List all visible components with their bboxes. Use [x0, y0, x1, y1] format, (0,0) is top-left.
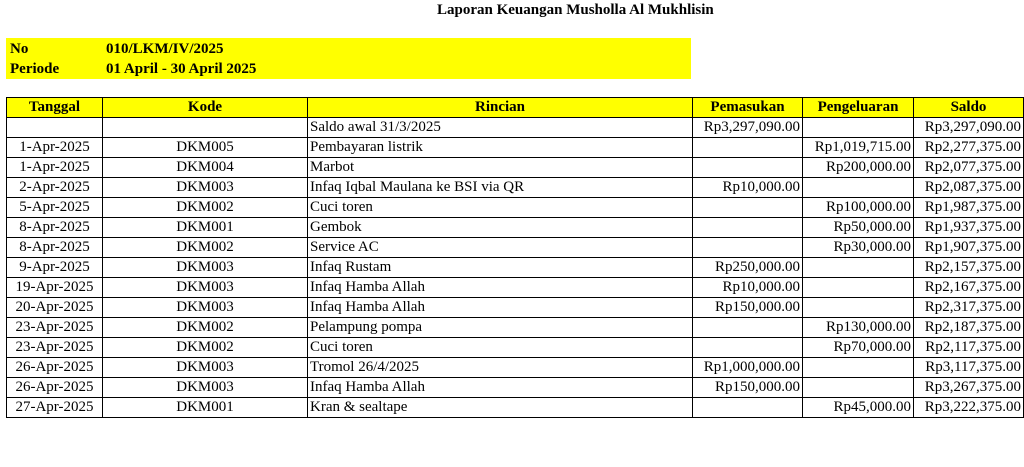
- cell-saldo[interactable]: Rp2,187,375.00: [914, 318, 1024, 338]
- table-row: [7, 378, 1024, 398]
- cell-pemasukan[interactable]: [693, 198, 803, 218]
- cell-saldo[interactable]: Rp1,937,375.00: [914, 218, 1024, 238]
- cell-pemasukan[interactable]: [693, 238, 803, 258]
- cell-rincian[interactable]: Service AC: [308, 238, 693, 258]
- cell-tanggal[interactable]: 5-Apr-2025: [7, 198, 103, 218]
- ledger-body: [7, 118, 1024, 418]
- cell-rincian[interactable]: Infaq Hamba Allah: [308, 298, 693, 318]
- cell-kode[interactable]: DKM001: [103, 398, 308, 418]
- cell-saldo[interactable]: Rp2,087,375.00: [914, 178, 1024, 198]
- cell-tanggal[interactable]: 8-Apr-2025: [7, 218, 103, 238]
- cell-rincian[interactable]: Kran & sealtape: [308, 398, 693, 418]
- cell-pengeluaran[interactable]: [803, 118, 914, 138]
- cell-rincian[interactable]: Saldo awal 31/3/2025: [308, 118, 693, 138]
- table-row: [7, 198, 1024, 218]
- table-row: [7, 358, 1024, 378]
- cell-saldo[interactable]: Rp1,907,375.00: [914, 238, 1024, 258]
- header-pemasukan[interactable]: Pemasukan: [693, 98, 803, 118]
- table-row: [7, 298, 1024, 318]
- cell-kode[interactable]: DKM003: [103, 378, 308, 398]
- table-row: [7, 398, 1024, 418]
- report-number-value: 010/LKM/IV/2025: [106, 41, 224, 57]
- ledger-header-row: [7, 98, 1024, 118]
- cell-pemasukan[interactable]: [693, 398, 803, 418]
- table-row: [7, 158, 1024, 178]
- cell-saldo[interactable]: Rp2,167,375.00: [914, 278, 1024, 298]
- table-row: [7, 318, 1024, 338]
- cell-pengeluaran[interactable]: [803, 178, 914, 198]
- header-kode[interactable]: Kode: [103, 98, 308, 118]
- cell-rincian[interactable]: Gembok: [308, 218, 693, 238]
- cell-pengeluaran[interactable]: Rp50,000.00: [803, 218, 914, 238]
- cell-rincian[interactable]: Infaq Iqbal Maulana ke BSI via QR: [308, 178, 693, 198]
- cell-pemasukan[interactable]: Rp250,000.00: [693, 258, 803, 278]
- cell-pengeluaran[interactable]: [803, 378, 914, 398]
- header-tanggal[interactable]: Tanggal: [7, 98, 103, 118]
- table-row: [7, 278, 1024, 298]
- cell-kode[interactable]: DKM005: [103, 138, 308, 158]
- cell-pengeluaran[interactable]: [803, 298, 914, 318]
- table-row: [7, 118, 1024, 138]
- cell-rincian[interactable]: Tromol 26/4/2025: [308, 358, 693, 378]
- cell-saldo[interactable]: Rp2,157,375.00: [914, 258, 1024, 278]
- cell-pengeluaran[interactable]: [803, 278, 914, 298]
- cell-pemasukan[interactable]: Rp10,000.00: [693, 278, 803, 298]
- report-title: Laporan Keuangan Musholla Al Mukhlisin: [437, 2, 714, 18]
- cell-saldo[interactable]: Rp3,117,375.00: [914, 358, 1024, 378]
- header-pengeluaran[interactable]: Pengeluaran: [803, 98, 914, 118]
- cell-tanggal[interactable]: 2-Apr-2025: [7, 178, 103, 198]
- cell-tanggal[interactable]: 1-Apr-2025: [7, 158, 103, 178]
- cell-rincian[interactable]: Marbot: [308, 158, 693, 178]
- cell-kode[interactable]: DKM002: [103, 318, 308, 338]
- cell-tanggal[interactable]: 1-Apr-2025: [7, 138, 103, 158]
- cell-kode[interactable]: DKM003: [103, 258, 308, 278]
- cell-tanggal[interactable]: 23-Apr-2025: [7, 338, 103, 358]
- cell-kode[interactable]: DKM001: [103, 218, 308, 238]
- header-saldo[interactable]: Saldo: [914, 98, 1024, 118]
- cell-pemasukan[interactable]: [693, 138, 803, 158]
- cell-saldo[interactable]: Rp1,987,375.00: [914, 198, 1024, 218]
- cell-tanggal[interactable]: 19-Apr-2025: [7, 278, 103, 298]
- cell-pemasukan[interactable]: Rp150,000.00: [693, 378, 803, 398]
- table-row: [7, 178, 1024, 198]
- cell-pemasukan[interactable]: [693, 218, 803, 238]
- cell-kode[interactable]: [103, 118, 308, 138]
- report-info-block: [6, 38, 691, 79]
- cell-saldo[interactable]: Rp3,297,090.00: [914, 118, 1024, 138]
- cell-rincian[interactable]: Infaq Hamba Allah: [308, 378, 693, 398]
- cell-pengeluaran[interactable]: Rp45,000.00: [803, 398, 914, 418]
- report-period-value: 01 April - 30 April 2025: [106, 61, 257, 77]
- cell-kode[interactable]: DKM002: [103, 238, 308, 258]
- cell-tanggal[interactable]: 8-Apr-2025: [7, 238, 103, 258]
- header-rincian[interactable]: Rincian: [308, 98, 693, 118]
- cell-pengeluaran[interactable]: Rp200,000.00: [803, 158, 914, 178]
- cell-tanggal[interactable]: 23-Apr-2025: [7, 318, 103, 338]
- cell-pemasukan[interactable]: [693, 318, 803, 338]
- cell-saldo[interactable]: Rp3,222,375.00: [914, 398, 1024, 418]
- table-row: [7, 238, 1024, 258]
- cell-kode[interactable]: DKM002: [103, 338, 308, 358]
- cell-pemasukan[interactable]: [693, 158, 803, 178]
- cell-saldo[interactable]: Rp2,117,375.00: [914, 338, 1024, 358]
- cell-pengeluaran[interactable]: [803, 358, 914, 378]
- cell-rincian[interactable]: Pembayaran listrik: [308, 138, 693, 158]
- cell-rincian[interactable]: Infaq Rustam: [308, 258, 693, 278]
- cell-saldo[interactable]: Rp3,267,375.00: [914, 378, 1024, 398]
- cell-rincian[interactable]: Cuci toren: [308, 338, 693, 358]
- table-row: [7, 138, 1024, 158]
- report-period-label: Periode: [10, 61, 60, 77]
- cell-kode[interactable]: DKM004: [103, 158, 308, 178]
- table-row: [7, 338, 1024, 358]
- cell-kode[interactable]: DKM002: [103, 198, 308, 218]
- cell-pengeluaran[interactable]: Rp130,000.00: [803, 318, 914, 338]
- cell-pemasukan[interactable]: Rp1,000,000.00: [693, 358, 803, 378]
- cell-rincian[interactable]: Infaq Hamba Allah: [308, 278, 693, 298]
- cell-tanggal[interactable]: [7, 118, 103, 138]
- cell-pemasukan[interactable]: Rp3,297,090.00: [693, 118, 803, 138]
- cell-tanggal[interactable]: 26-Apr-2025: [7, 378, 103, 398]
- cell-pengeluaran[interactable]: Rp70,000.00: [803, 338, 914, 358]
- cell-rincian[interactable]: Cuci toren: [308, 198, 693, 218]
- cell-pengeluaran[interactable]: Rp30,000.00: [803, 238, 914, 258]
- report-number-label: No: [10, 41, 29, 57]
- ledger-table: [6, 97, 1024, 418]
- cell-tanggal[interactable]: 20-Apr-2025: [7, 298, 103, 318]
- cell-pengeluaran[interactable]: [803, 258, 914, 278]
- cell-saldo[interactable]: Rp2,317,375.00: [914, 298, 1024, 318]
- table-row: [7, 218, 1024, 238]
- cell-kode[interactable]: DKM003: [103, 298, 308, 318]
- cell-tanggal[interactable]: 27-Apr-2025: [7, 398, 103, 418]
- cell-kode[interactable]: DKM003: [103, 178, 308, 198]
- table-row: [7, 258, 1024, 278]
- cell-kode[interactable]: DKM003: [103, 358, 308, 378]
- cell-pengeluaran[interactable]: Rp1,019,715.00: [803, 138, 914, 158]
- cell-rincian[interactable]: Pelampung pompa: [308, 318, 693, 338]
- cell-kode[interactable]: DKM003: [103, 278, 308, 298]
- cell-saldo[interactable]: Rp2,277,375.00: [914, 138, 1024, 158]
- cell-saldo[interactable]: Rp2,077,375.00: [914, 158, 1024, 178]
- cell-pemasukan[interactable]: Rp150,000.00: [693, 298, 803, 318]
- cell-tanggal[interactable]: 26-Apr-2025: [7, 358, 103, 378]
- cell-tanggal[interactable]: 9-Apr-2025: [7, 258, 103, 278]
- cell-pemasukan[interactable]: Rp10,000.00: [693, 178, 803, 198]
- cell-pemasukan[interactable]: [693, 338, 803, 358]
- cell-pengeluaran[interactable]: Rp100,000.00: [803, 198, 914, 218]
